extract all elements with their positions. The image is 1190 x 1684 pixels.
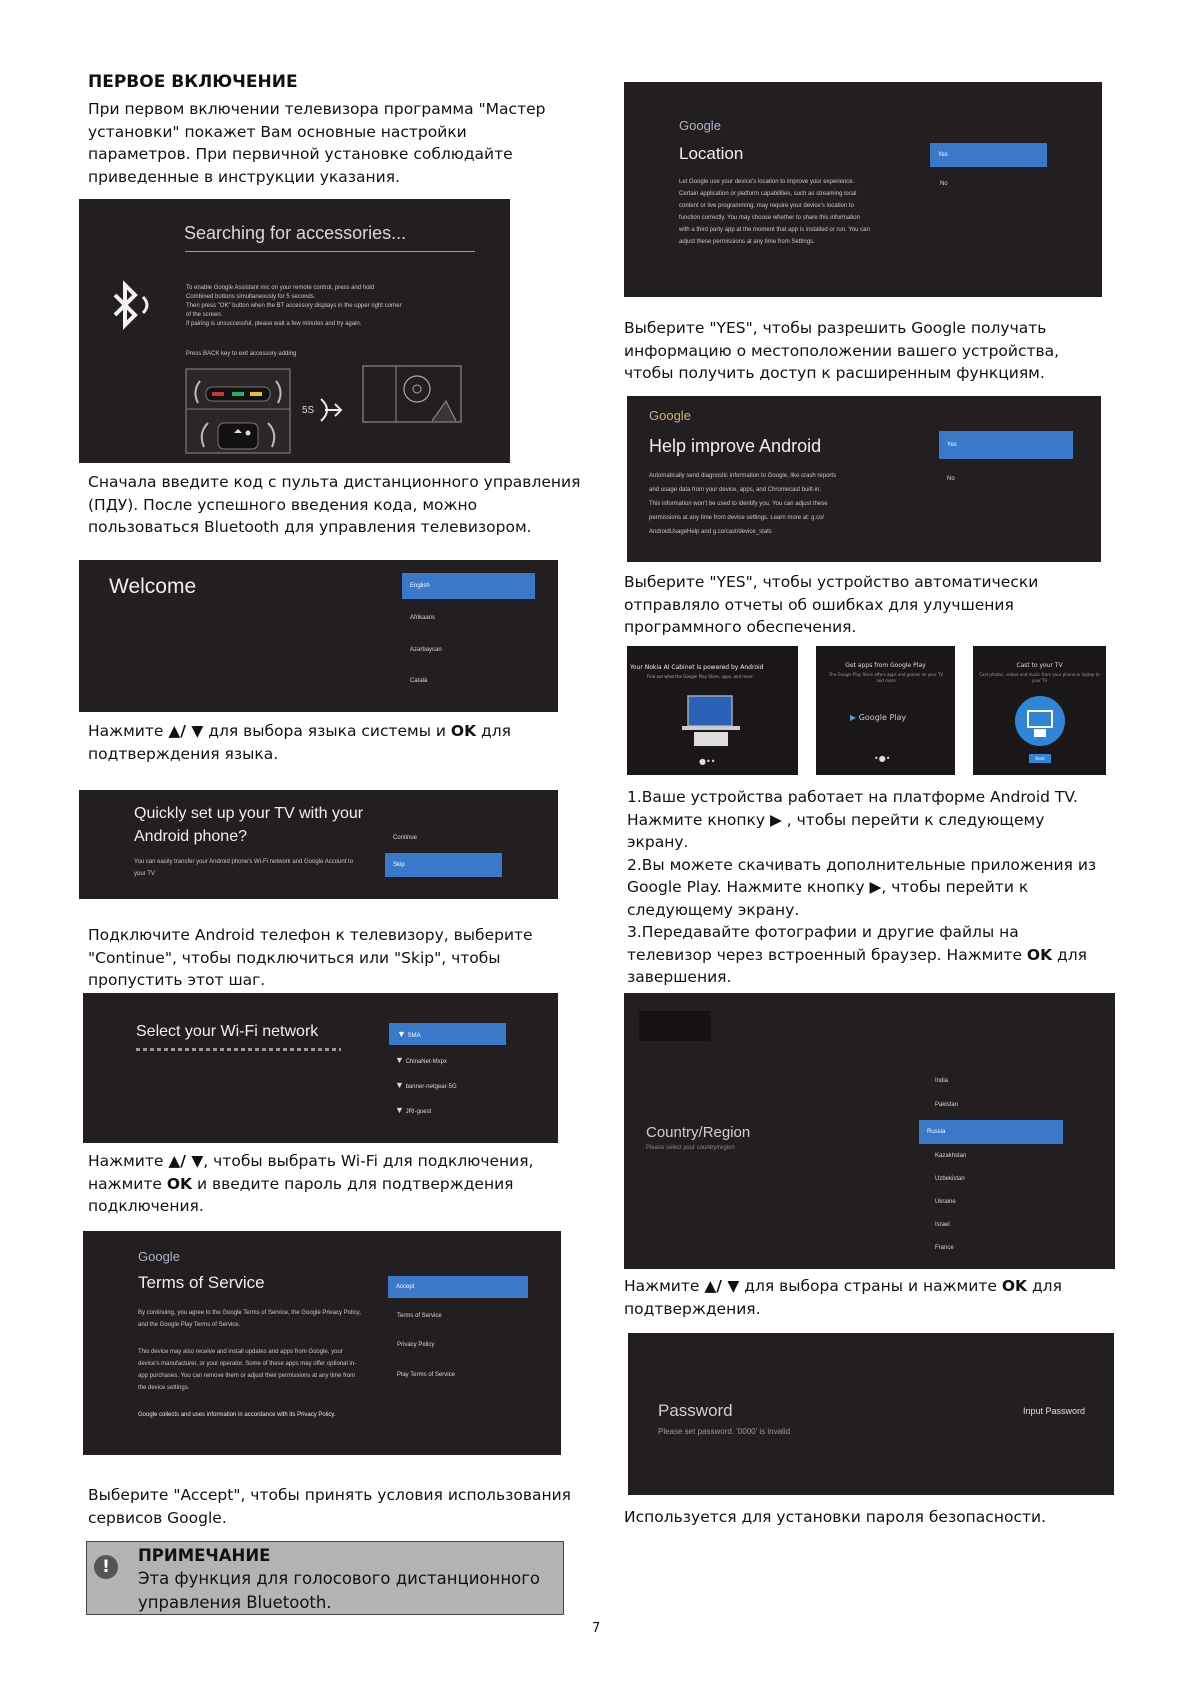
wifi-signal-icon: ▼: [395, 1055, 404, 1065]
google-logo: Google: [679, 118, 721, 133]
location-desc-6: adjust these permissions at any time from Settings.: [679, 239, 815, 245]
country-caption: [624, 1275, 1104, 1320]
wifi-network-3[interactable]: [395, 1080, 457, 1090]
google-play-tile-title: Get apps from Google Play: [845, 662, 926, 669]
android-tv-tile: [627, 646, 798, 775]
welcome-caption-ok: OK: [450, 722, 477, 740]
google-play-tile-sub: The Google Play Store offers apps and games on your TV and more: [828, 672, 944, 683]
section-title: ПЕРВОЕ ВКЛЮЧЕНИЕ: [88, 72, 298, 92]
accessories-screen: [79, 199, 510, 463]
accessories-line-2: Combined buttons simultaneously for 5 seconds.: [186, 294, 316, 300]
improve-no-option[interactable]: No: [947, 476, 955, 482]
improve-yes-option[interactable]: Yes: [939, 431, 1073, 459]
wifi-network-4[interactable]: [395, 1105, 431, 1115]
country-title: Country/Region: [646, 1124, 751, 1141]
android-tv-tile-sub: Find out what the Google Play Store, apps, and more: [647, 674, 753, 679]
improve-caption: Выберите "YES", чтобы устройство автоматически отправляло отчеты об ошибках для улучшения программного обеспечения.: [624, 573, 1039, 636]
tiles-caption-3-pre: 3.Передавайте фотографии и другие файлы на телевизор через встроенный браузер. Нажмите: [627, 923, 1027, 964]
improve-desc-4: permissions at any time from device settings. Learn more at: g.co/: [649, 515, 825, 521]
wifi-subtitle-redacted: [136, 1048, 341, 1051]
password-input[interactable]: Input Password: [1023, 1406, 1086, 1416]
phone-setup-caption: Подключите Android телефон к телевизору, выберите "Continue", чтобы подключиться или "Skip", чтобы пропустить этот шаг.: [88, 926, 533, 989]
tos-paragraph-3: Google collects and uses information in accordance with its Privacy Policy.: [138, 1412, 336, 1418]
location-caption: Выберите "YES", чтобы разрешить Google получать информацию о местоположении вашего устройства, чтобы получить доступ к расширенным функциям.: [624, 319, 1060, 382]
tos-screen: [83, 1231, 561, 1455]
wifi-caption-pre: Нажмите: [88, 1152, 169, 1170]
language-azerbaycan[interactable]: Azərbaycan: [410, 647, 442, 653]
country-caption-mid: для выбора страны и нажмите: [739, 1277, 1002, 1295]
cast-icon: [1015, 696, 1065, 746]
play-store-icon: ▶: [850, 713, 857, 722]
wifi-caption-arrows: ▲/ ▼: [168, 1152, 204, 1170]
hold-seconds: 5S: [302, 405, 315, 416]
tiles-caption-2: 2.Вы можете скачивать дополнительные приложения из Google Play. Нажмите кнопку ▶, чтобы перейти к следующему экрану.: [627, 855, 1097, 919]
password-screen: [628, 1333, 1114, 1495]
tiles-caption-3-post: для завершения.: [627, 945, 1087, 986]
tiles-caption-ok: OK: [1026, 945, 1053, 964]
tos-title: Terms of Service: [138, 1273, 265, 1292]
improve-title: Help improve Android: [649, 436, 822, 456]
improve-desc-5: AndroidUsageHelp and g.co/cast/device_stats: [649, 529, 772, 535]
continue-option[interactable]: Continue: [393, 835, 418, 841]
country-uzbekistan[interactable]: Uzbekistan: [935, 1176, 965, 1182]
improve-desc-1: Automatically send diagnostic information to Google, like crash reports: [649, 473, 837, 479]
android-tv-tile-title: Your Nokia AI Cabinet is powered by Android: [630, 664, 764, 671]
country-france[interactable]: France: [935, 1245, 954, 1251]
country-kazakhstan[interactable]: Kazakhstan: [935, 1153, 967, 1159]
google-logo: Google: [649, 408, 691, 423]
skip-option[interactable]: Skip: [385, 853, 502, 877]
language-english[interactable]: English: [402, 573, 535, 599]
tos-caption: Выберите "Accept", чтобы принять условия использования сервисов Google.: [88, 1486, 571, 1527]
tiles-caption: [627, 786, 1103, 989]
wifi-signal-icon: ▼: [395, 1080, 404, 1090]
accessories-caption: Сначала введите код с пульта дистанционного управления (ПДУ). После успешного введения кода, можно пользоваться Bluetooth для управления телевизором.: [88, 473, 581, 536]
location-desc-3: content or live programming, may require your device's location to: [679, 203, 854, 209]
tos-paragraph-1: By continuing, you agree to the Google Terms of Service, the Google Privacy Policy, and the Google Play Terms of Service.: [138, 1310, 361, 1328]
note-box: [86, 1541, 564, 1615]
language-catala[interactable]: Català: [410, 678, 428, 684]
accessories-line-1: To enable Google Assistant mic on your remote control, press and hold: [186, 285, 375, 291]
improve-desc-3: This information won't be used to identify you. You can adjust these: [649, 501, 828, 507]
tv-device-icon: [680, 692, 742, 750]
wifi-caption-post: и введите пароль для подтверждения подключения.: [88, 1174, 514, 1215]
country-desc: Please select your country/region: [646, 1145, 735, 1151]
wifi-network-2-label: ChinaNet-Mxpx: [405, 1059, 447, 1065]
country-pakistan[interactable]: Pakistan: [935, 1102, 959, 1108]
remote-illustration: [184, 367, 292, 455]
welcome-caption-arrows: ▲/ ▼: [168, 722, 204, 740]
google-play-tile: [816, 646, 955, 775]
page-number: 7: [592, 1621, 601, 1636]
intro-text: При первом включении телевизора программа "Мастер установки" покажет Вам основные настройки параметров. При первичной установке соблюдайте приведенные в инструкции указания.: [88, 100, 546, 186]
wifi-title: Select your Wi-Fi network: [136, 1023, 319, 1040]
tiles-caption-3: [627, 921, 1103, 989]
country-india[interactable]: India: [935, 1078, 949, 1084]
wifi-caption-mid: , чтобы выбрать Wi-Fi для подключения, нажмите: [88, 1152, 534, 1193]
accept-option[interactable]: Accept: [388, 1276, 528, 1298]
location-desc-5: with a third party app at the moment that app is installed or run. You can: [679, 227, 870, 233]
language-afrikaans[interactable]: Afrikaans: [410, 615, 436, 621]
note-title: ПРИМЕЧАНИЕ: [138, 1546, 271, 1565]
country-russia[interactable]: Russia: [919, 1120, 1063, 1144]
google-play-label: Google Play: [858, 713, 907, 722]
tv-corner-illustration: [362, 365, 462, 423]
wifi-caption-ok: OK: [166, 1174, 193, 1193]
privacy-option[interactable]: Privacy Policy: [397, 1342, 435, 1348]
google-play-logo: [850, 713, 906, 722]
terms-option[interactable]: Terms of Service: [397, 1313, 442, 1319]
google-logo: Google: [138, 1249, 180, 1264]
country-header-box: [639, 1011, 711, 1041]
welcome-caption: [88, 720, 558, 765]
accessories-title: Searching for accessories...: [184, 223, 407, 243]
password-desc: Please set password. '0000' is invalid: [658, 1427, 791, 1436]
country-caption-arrows: ▲/ ▼: [704, 1277, 740, 1295]
accessories-line-3: Then press "OK" button when the BT accessory displays in the upper right corner: [186, 303, 402, 309]
password-caption: Используется для установки пароля безопасности.: [624, 1508, 1046, 1526]
welcome-title: Welcome: [109, 575, 197, 598]
location-no-option[interactable]: No: [940, 181, 948, 187]
location-screen: [624, 82, 1102, 297]
exclamation-icon: !: [94, 1555, 118, 1579]
welcome-caption-pre: Нажмите: [88, 722, 169, 740]
wifi-caption: [88, 1150, 558, 1218]
wifi-network-2[interactable]: [395, 1055, 447, 1065]
page-indicator: ●••: [699, 757, 716, 766]
page-indicator: •●•: [874, 754, 891, 763]
location-desc-2: Certain application or platform capabilities, such as streaming local: [679, 191, 857, 197]
tos-paragraph-2: This device may also receive and install updates and apps from Google, your device's manufacturer, or your operator. Some of these apps may offer optional in-app purchases. You can remove them or adjust their permissions at any time from the device settings.: [138, 1349, 357, 1391]
phone-setup-screen: [79, 790, 558, 899]
cast-tile: [973, 646, 1106, 775]
phone-setup-title: Quickly set up your TV with your Android phone?: [134, 805, 364, 845]
note-text: Эта функция для голосового дистанционного управления Bluetooth.: [138, 1569, 540, 1612]
next-button[interactable]: Next: [1029, 754, 1051, 763]
accessories-line-5: If pairing is unsuccessful, please wait a few minutes and try again.: [186, 321, 362, 327]
location-desc-4: function correctly. You may choose whether to share this information: [679, 215, 860, 221]
improve-screen: [627, 396, 1101, 562]
location-title: Location: [679, 144, 744, 163]
title-underline: [185, 251, 475, 252]
improve-desc-2: and usage data from your device, apps, and Chromecast built-in.: [649, 487, 822, 493]
wifi-network-1-label: SMA: [407, 1033, 421, 1039]
welcome-caption-post: для подтверждения языка.: [88, 722, 511, 763]
wifi-network-1[interactable]: [389, 1023, 506, 1045]
back-hint: Press BACK key to exit accessory adding: [186, 351, 297, 357]
location-yes-option[interactable]: Yes: [930, 143, 1047, 167]
welcome-screen: [79, 560, 558, 712]
wifi-network-4-label: JRI-guest: [405, 1109, 432, 1115]
wifi-signal-icon: ▼: [395, 1105, 404, 1115]
country-ukraine[interactable]: Ukraine: [935, 1199, 956, 1205]
country-israel[interactable]: Israel: [935, 1222, 950, 1228]
phone-setup-desc: You can easily transfer your Android phone's Wi-Fi network and Google Account to your TV: [134, 859, 354, 877]
wifi-screen: [83, 993, 558, 1143]
wifi-signal-icon: ▼: [397, 1029, 406, 1039]
location-desc-1: Let Google use your device's location to improve your experience.: [679, 179, 855, 185]
bluetooth-icon: [101, 277, 161, 337]
cast-tile-sub: Cast photos, videos and music from your phone or laptop to your TV: [979, 672, 1100, 683]
arrow-right-icon: [317, 395, 345, 425]
country-caption-post: для подтверждения.: [624, 1277, 1062, 1318]
tiles-caption-1: 1.Ваше устройства работает на платформе Android TV. Нажмите кнопку ▶ , чтобы перейти к следующему экрану.: [627, 788, 1078, 851]
wifi-network-3-label: banner-netgear-5G: [405, 1084, 457, 1090]
country-screen: [624, 993, 1115, 1269]
country-caption-pre: Нажмите: [624, 1277, 705, 1295]
play-terms-option[interactable]: Play Terms of Service: [397, 1372, 455, 1378]
country-caption-ok: OK: [1001, 1277, 1028, 1295]
password-title: Password: [658, 1401, 733, 1420]
accessories-line-4: of the screen.: [186, 312, 223, 318]
welcome-caption-mid: для выбора языка системы и: [203, 722, 451, 740]
cast-tile-title: Cast to your TV: [1016, 662, 1063, 669]
